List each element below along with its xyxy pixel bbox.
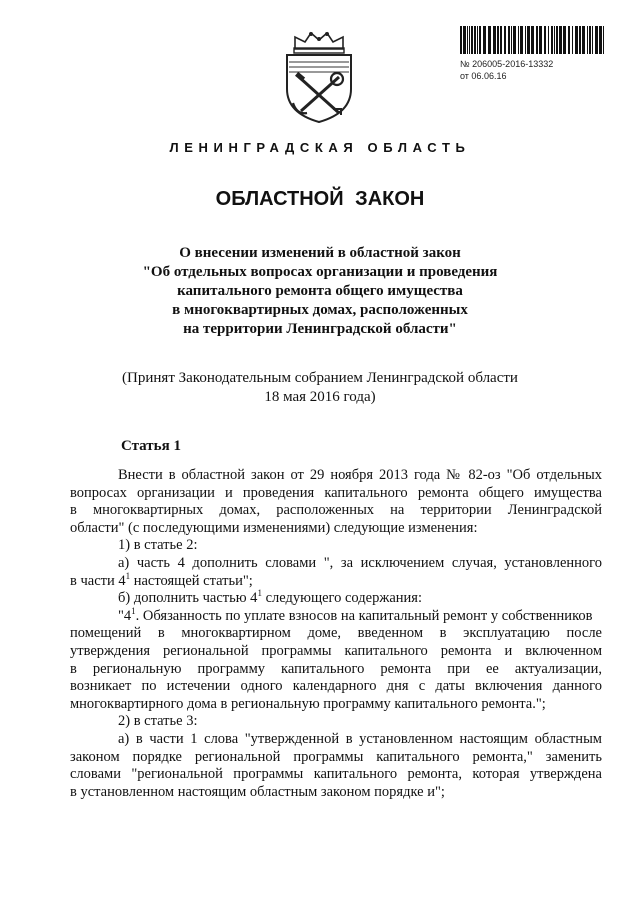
- barcode-bar: [568, 26, 570, 54]
- body-line: Внести в областной закон от 29 ноября 2013 года № 82-оз "Об отдельных: [118, 467, 602, 483]
- barcode-bar: [460, 26, 462, 54]
- superscript: 1: [125, 570, 131, 581]
- barcode-bar: [582, 26, 585, 54]
- adoption-line: 18 мая 2016 года): [264, 389, 376, 405]
- barcode-bar: [603, 26, 604, 54]
- body-line: вопросах организации и проведения капитального ремонта общего имущества: [70, 484, 602, 501]
- title-line: "Об отдельных вопросах организации и проведения: [142, 264, 498, 280]
- barcode-bar: [531, 26, 534, 54]
- body-text-part: . Обязанность по уплате взносов на капитальный ремонт у собственников: [135, 607, 593, 624]
- body-line: возникает по истечении одного календарного дня с даты включения данного: [70, 678, 602, 695]
- barcode-bar: [548, 26, 549, 54]
- title-line: на территории Ленинградской области": [183, 321, 457, 337]
- barcode-bar: [563, 26, 566, 54]
- region-name: ЛЕНИНГРАДСКАЯ ОБЛАСТЬ: [169, 140, 471, 155]
- barcode-bar: [474, 26, 476, 54]
- barcode-bar: [493, 26, 496, 54]
- body-line: 1) в статье 2:: [118, 537, 198, 554]
- barcode-bar: [556, 26, 558, 54]
- body-line: многоквартирного дома в региональную программу капитального ремонта.";: [70, 695, 546, 712]
- body-line: помещений в многоквартирном доме, введенном в эксплуатацию после: [70, 625, 602, 642]
- body-line: [70, 590, 602, 608]
- barcode-bar: [504, 26, 506, 54]
- barcode-bar: [477, 26, 478, 54]
- body-text-part: настоящей статьи";: [130, 572, 253, 589]
- body-line: [70, 605, 602, 626]
- barcode-bar: [595, 26, 598, 54]
- article-heading: Статья 1: [121, 438, 181, 454]
- document-type: ОБЛАСТНОЙ ЗАКОН: [215, 188, 425, 210]
- body-text-part: следующего содержания:: [261, 590, 423, 607]
- barcode-bar: [463, 26, 466, 54]
- registration-date: от 06.06.16: [460, 71, 507, 81]
- body-line: законом порядке региональной программы капитального ремонта," заменить: [70, 748, 602, 765]
- body-line: 2) в статье 3:: [118, 713, 198, 730]
- body-line: утверждения региональной программы капитального ремонта и включенном: [70, 642, 602, 659]
- barcode-bar: [471, 26, 473, 54]
- registration-block: [460, 26, 610, 82]
- barcode-bar: [483, 26, 486, 54]
- barcode-bar: [599, 26, 602, 54]
- body-text-part: в части 4: [70, 572, 126, 589]
- coat-of-arms-emblem: [281, 29, 357, 125]
- barcode-bar: [592, 26, 593, 54]
- barcode-bar: [511, 26, 512, 54]
- body-line: а) часть 4 дополнить словами ", за исключением случая, установленного: [118, 554, 602, 571]
- title-line: капитального ремонта общего имущества: [177, 283, 463, 299]
- title-line: О внесении изменений в областной закон: [179, 245, 461, 261]
- barcode-bar: [575, 26, 578, 54]
- body-text-part: "4: [118, 607, 132, 624]
- barcode: [460, 26, 604, 54]
- barcode-bar: [488, 26, 491, 54]
- body-line: в установленном настоящим областным законом порядке и";: [70, 783, 445, 800]
- barcode-bar: [589, 26, 591, 54]
- adoption-note: [60, 369, 580, 407]
- barcode-bar: [527, 26, 530, 54]
- adoption-line: (Принят Законодательным собранием Ленинградской области: [122, 370, 518, 386]
- title-line: в многоквартирных домах, расположенных: [172, 302, 468, 318]
- barcode-bar: [551, 26, 553, 54]
- barcode-bar: [513, 26, 516, 54]
- barcode-bar: [518, 26, 519, 54]
- barcode-bar: [508, 26, 510, 54]
- barcode-bar: [500, 26, 502, 54]
- barcode-bar: [467, 26, 468, 54]
- barcode-bar: [479, 26, 481, 54]
- barcode-bar: [559, 26, 562, 54]
- barcode-bar: [554, 26, 555, 54]
- barcode-bar: [469, 26, 470, 54]
- body-line: а) в части 1 слова "утвержденной в установленном настоящим областным: [118, 730, 602, 747]
- superscript: 1: [131, 605, 136, 616]
- superscript: 1: [257, 588, 262, 599]
- document-title: [100, 244, 540, 339]
- article-body: [70, 467, 602, 801]
- body-line: в региональную программу капитального ремонта при ее актуализации,: [70, 660, 602, 677]
- body-line: словами "региональной программы капитального ремонта, которая утверждена: [70, 766, 602, 783]
- barcode-bar: [497, 26, 499, 54]
- barcode-bar: [544, 26, 546, 54]
- registration-number: № 206005-2016-13332: [460, 59, 554, 69]
- body-line: области" (с последующими изменениями) следующие изменения:: [70, 519, 478, 536]
- barcode-bar: [572, 26, 573, 54]
- body-line: в многоквартирных домах, расположенных на территории Ленинградской: [70, 502, 602, 519]
- barcode-bar: [525, 26, 526, 54]
- barcode-bar: [579, 26, 581, 54]
- barcode-bar: [539, 26, 542, 54]
- barcode-bar: [587, 26, 588, 54]
- body-line: [70, 570, 602, 591]
- barcode-bar: [520, 26, 523, 54]
- barcode-bar: [536, 26, 538, 54]
- body-text-part: б) дополнить частью 4: [118, 590, 258, 607]
